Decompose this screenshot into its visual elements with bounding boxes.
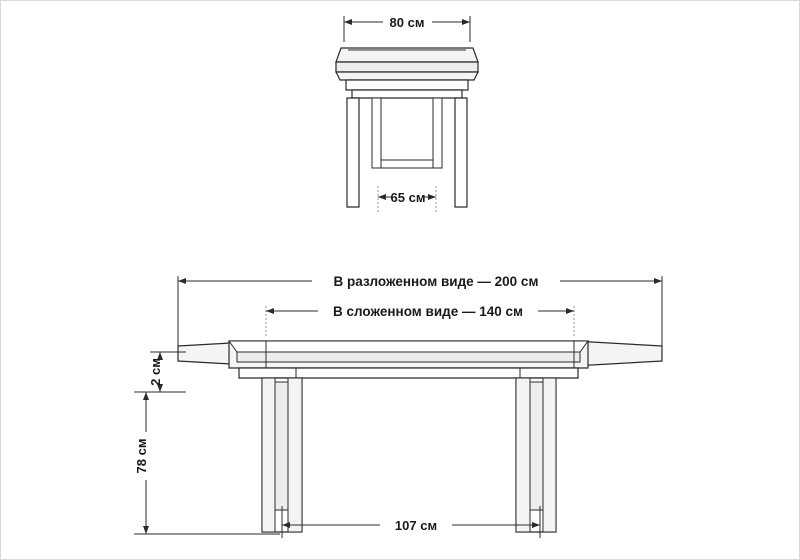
label-top-inner: 65 см <box>390 190 426 205</box>
label-folded-length: В сложенном виде — 140 см <box>333 304 523 319</box>
label-top-thickness: 2 см <box>148 358 163 386</box>
front-view-base <box>262 378 556 532</box>
label-extended-length: В разложенном виде — 200 см <box>333 274 539 289</box>
dimension-78cm <box>134 392 280 534</box>
label-top-width: 80 см <box>389 15 425 30</box>
front-view-tabletop <box>178 341 662 368</box>
label-height: 78 см <box>134 438 149 474</box>
side-view-apron <box>346 80 468 98</box>
label-base-width: 107 см <box>394 518 438 533</box>
side-view-tabletop <box>336 48 478 80</box>
side-view-group <box>336 16 478 212</box>
front-view-apron <box>239 368 578 378</box>
